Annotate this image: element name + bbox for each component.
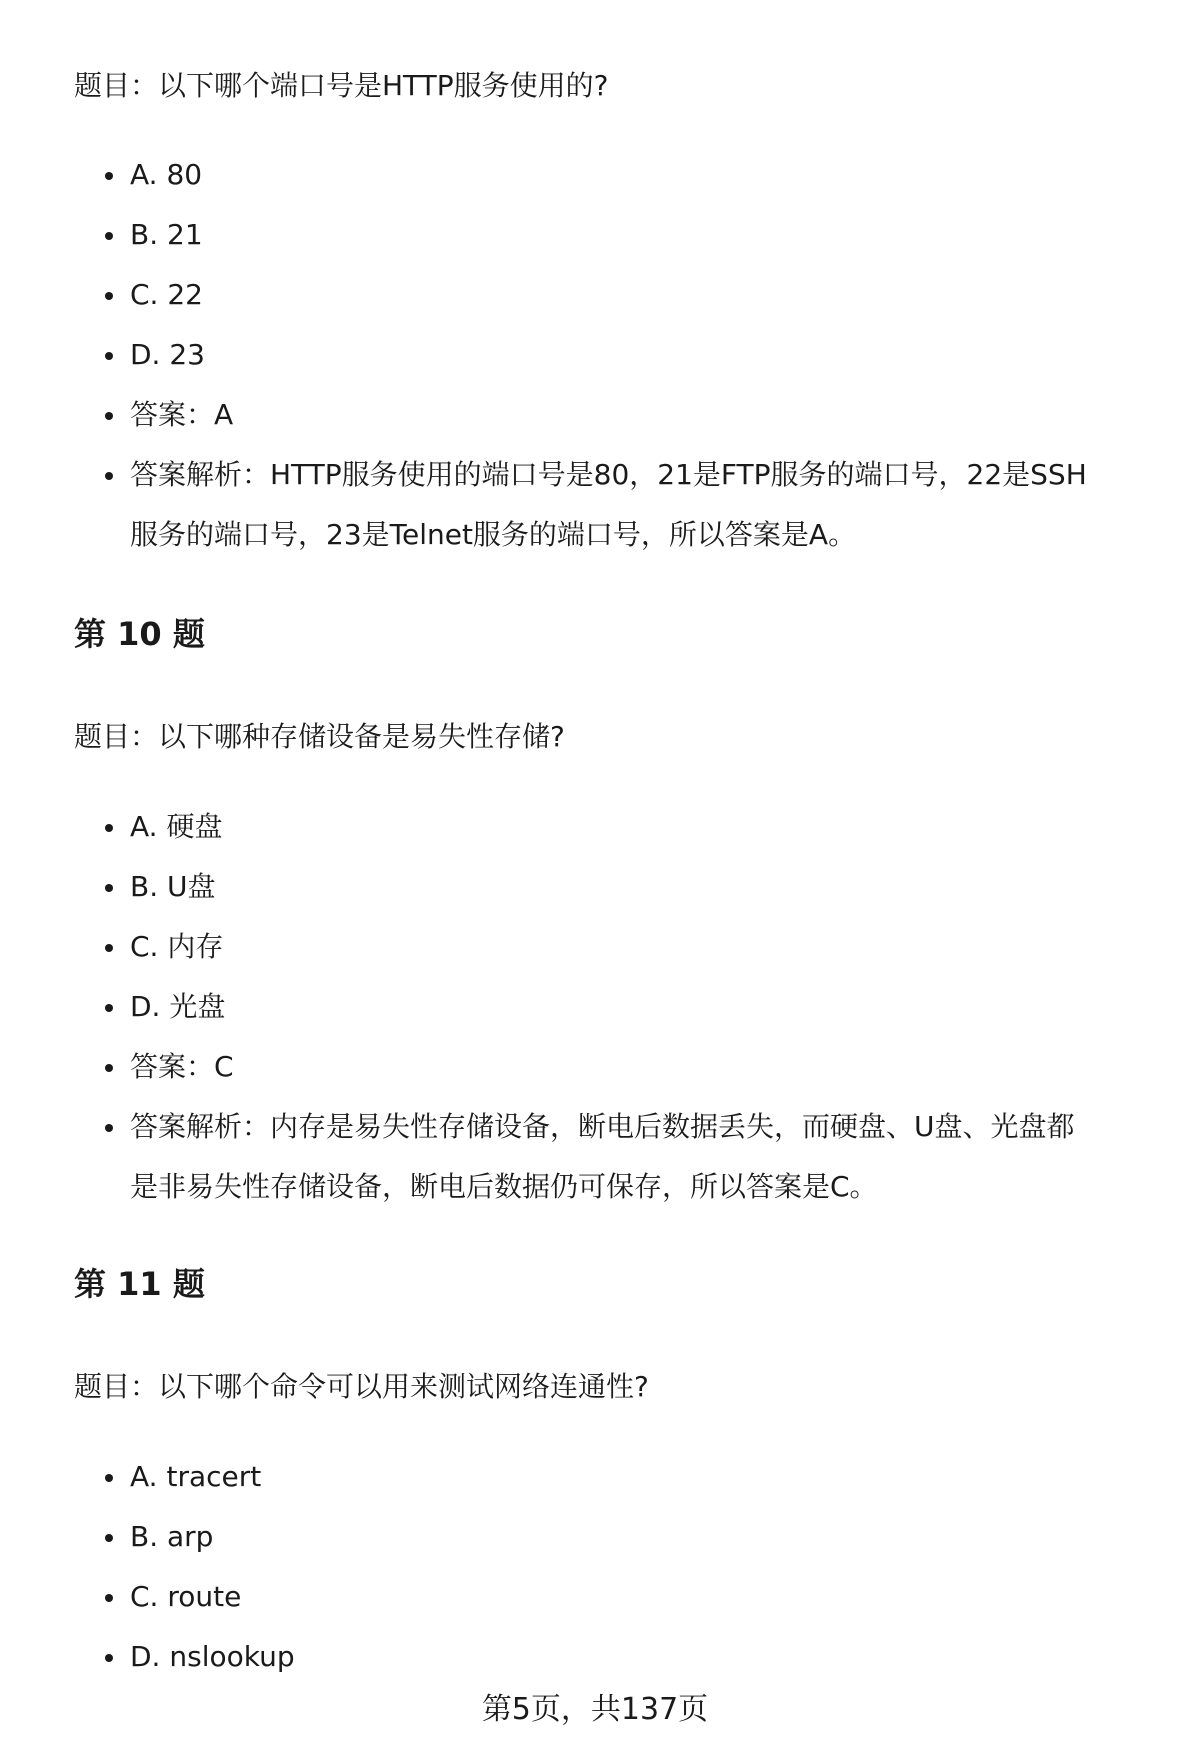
option-b: B. U盘 bbox=[0, 857, 1190, 917]
question-9-options bbox=[0, 145, 1190, 565]
explanation-line-2: 服务的端口号，23是Telnet服务的端口号，所以答案是A。 bbox=[130, 518, 857, 551]
answer-explanation bbox=[0, 445, 1190, 565]
option-c: C. route bbox=[0, 1567, 1190, 1627]
explanation-line-1: 答案解析：HTTP服务使用的端口号是80，21是FTP服务的端口号，22是SSH bbox=[130, 458, 1087, 491]
question-10-prompt: 题目：以下哪种存储设备是易失性存储? bbox=[74, 720, 565, 753]
option-d: D. nslookup bbox=[0, 1627, 1190, 1687]
question-11-heading: 第 11 题 bbox=[74, 1265, 205, 1303]
option-d: D. 23 bbox=[0, 325, 1190, 385]
question-10-options bbox=[0, 797, 1190, 1217]
question-11-prompt: 题目：以下哪个命令可以用来测试网络连通性? bbox=[74, 1370, 649, 1403]
question-9-prompt: 题目：以下哪个端口号是HTTP服务使用的? bbox=[74, 69, 609, 102]
explanation-line-2: 是非易失性存储设备，断电后数据仍可保存，所以答案是C。 bbox=[130, 1170, 878, 1203]
question-11-options bbox=[0, 1447, 1190, 1687]
option-c: C. 内存 bbox=[0, 917, 1190, 977]
page-number: 第5页，共137页 bbox=[481, 1692, 709, 1727]
explanation-line-1: 答案解析：内存是易失性存储设备，断电后数据丢失，而硬盘、U盘、光盘都 bbox=[130, 1110, 1075, 1143]
option-b: B. arp bbox=[0, 1507, 1190, 1567]
answer: 答案：A bbox=[0, 385, 1190, 445]
option-c: C. 22 bbox=[0, 265, 1190, 325]
option-a: A. tracert bbox=[0, 1447, 1190, 1507]
question-10-heading: 第 10 题 bbox=[74, 615, 205, 653]
answer: 答案：C bbox=[0, 1037, 1190, 1097]
option-b: B. 21 bbox=[0, 205, 1190, 265]
option-a: A. 硬盘 bbox=[0, 797, 1190, 857]
option-a: A. 80 bbox=[0, 145, 1190, 205]
answer-explanation bbox=[0, 1097, 1190, 1217]
option-d: D. 光盘 bbox=[0, 977, 1190, 1037]
